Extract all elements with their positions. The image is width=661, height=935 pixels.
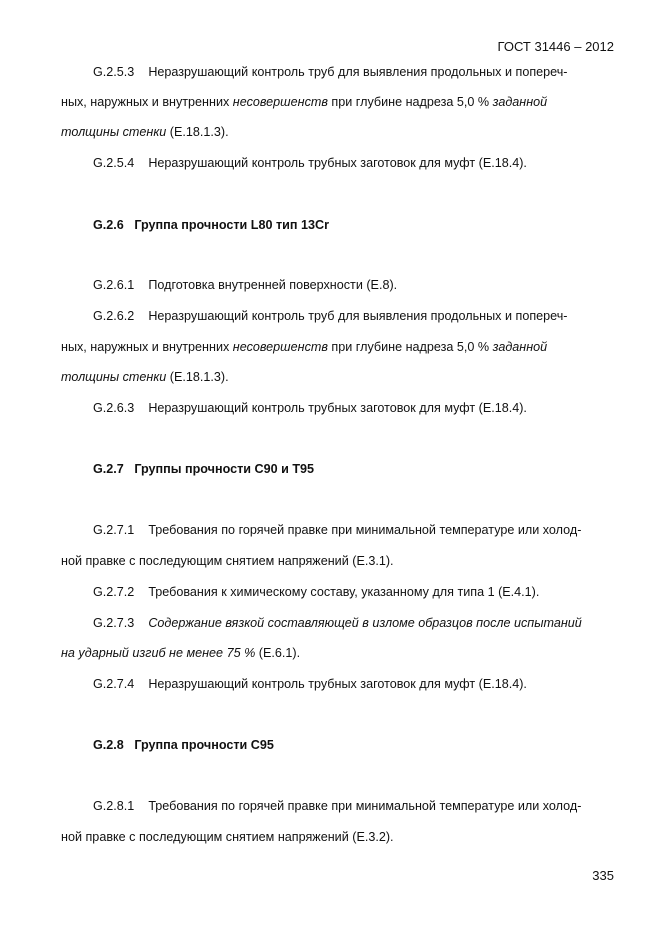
document-code: ГОСТ 31446 – 2012 <box>497 39 614 54</box>
clause-text: ной правке с последующим снятием напряжений (E.3.2). <box>61 830 394 844</box>
paragraph-g-2-6-2-line-2 <box>61 340 547 355</box>
clause-text: Неразрушающий контроль труб для выявления продольных и попереч- <box>148 309 568 323</box>
paragraph-g-2-8-1-line-2 <box>61 830 394 845</box>
paragraph-g-2-5-3-line-1 <box>93 65 568 80</box>
paragraph-g-2-7-2 <box>93 585 539 600</box>
clause-text: Подготовка внутренней поверхности (E.8). <box>148 278 398 292</box>
paragraph-g-2-5-3-line-2 <box>61 95 547 110</box>
paragraph-g-2-6-1 <box>93 278 397 293</box>
section-title: Группа прочности C95 <box>134 738 274 752</box>
italic-term: на ударный изгиб не менее 75 % <box>61 646 256 660</box>
paragraph-g-2-5-3-line-3 <box>61 125 229 140</box>
section-title: Группы прочности C90 и T95 <box>134 462 315 476</box>
clause-text: ной правке с последующим снятием напряжений (E.3.1). <box>61 554 394 568</box>
clause-text: Требования по горячей правке при минимальной температуре или холод- <box>148 523 582 537</box>
clause-number: G.2.5.4 <box>93 156 135 170</box>
italic-term: несовершенств <box>232 340 328 354</box>
paragraph-g-2-7-4 <box>93 677 527 692</box>
clause-number: G.2.5.3 <box>93 65 135 79</box>
italic-term: заданной <box>492 95 548 109</box>
text-segment: ных, наружных и внутренних <box>61 95 233 109</box>
paragraph-g-2-6-2-line-3 <box>61 370 229 385</box>
italic-term: Содержание вязкой составляющей в изломе образцов после испытаний <box>148 616 582 630</box>
clause-text: Неразрушающий контроль трубных заготовок для муфт (E.18.4). <box>148 401 527 415</box>
section-number: G.2.7 <box>93 462 124 476</box>
paragraph-g-2-6-2-line-1 <box>93 309 568 324</box>
italic-term: толщины стенки <box>61 370 167 384</box>
text-segment: при глубине надреза 5,0 % <box>327 340 493 354</box>
page-number: 335 <box>592 868 614 883</box>
section-number: G.2.8 <box>93 738 124 752</box>
clause-number: G.2.6.2 <box>93 309 135 323</box>
section-number: G.2.6 <box>93 218 124 232</box>
paragraph-g-2-7-3-line-2 <box>61 646 300 661</box>
italic-term: заданной <box>492 340 548 354</box>
text-segment: (E.6.1). <box>255 646 301 660</box>
section-heading-g-2-7 <box>93 462 314 477</box>
paragraph-g-2-8-1-line-1 <box>93 799 581 814</box>
clause-number: G.2.7.1 <box>93 523 135 537</box>
paragraph-g-2-7-1-line-2 <box>61 554 394 569</box>
clause-text: Неразрушающий контроль трубных заготовок для муфт (E.18.4). <box>148 156 527 170</box>
clause-number: G.2.8.1 <box>93 799 135 813</box>
text-segment: (E.18.1.3). <box>166 125 229 139</box>
paragraph-g-2-7-1-line-1 <box>93 523 581 538</box>
clause-text: Неразрушающий контроль труб для выявления продольных и попереч- <box>148 65 568 79</box>
italic-term: несовершенств <box>232 95 328 109</box>
section-heading-g-2-8 <box>93 738 274 753</box>
text-segment: при глубине надреза 5,0 % <box>327 95 493 109</box>
paragraph-g-2-6-3 <box>93 401 527 416</box>
text-segment: (E.18.1.3). <box>166 370 229 384</box>
clause-number: G.2.6.3 <box>93 401 135 415</box>
section-heading-g-2-6 <box>93 218 329 233</box>
text-segment: ных, наружных и внутренних <box>61 340 233 354</box>
clause-text: Требования к химическому составу, указанному для типа 1 (E.4.1). <box>148 585 540 599</box>
paragraph-g-2-7-3-line-1 <box>93 616 582 631</box>
section-title: Группа прочности L80 тип 13Cr <box>134 218 329 232</box>
clause-number: G.2.7.4 <box>93 677 135 691</box>
clause-number: G.2.7.3 <box>93 616 135 630</box>
paragraph-g-2-5-4 <box>93 156 527 171</box>
clause-number: G.2.6.1 <box>93 278 135 292</box>
clause-text: Неразрушающий контроль трубных заготовок для муфт (E.18.4). <box>148 677 527 691</box>
clause-text: Требования по горячей правке при минимальной температуре или холод- <box>148 799 582 813</box>
italic-term: толщины стенки <box>61 125 167 139</box>
clause-number: G.2.7.2 <box>93 585 135 599</box>
